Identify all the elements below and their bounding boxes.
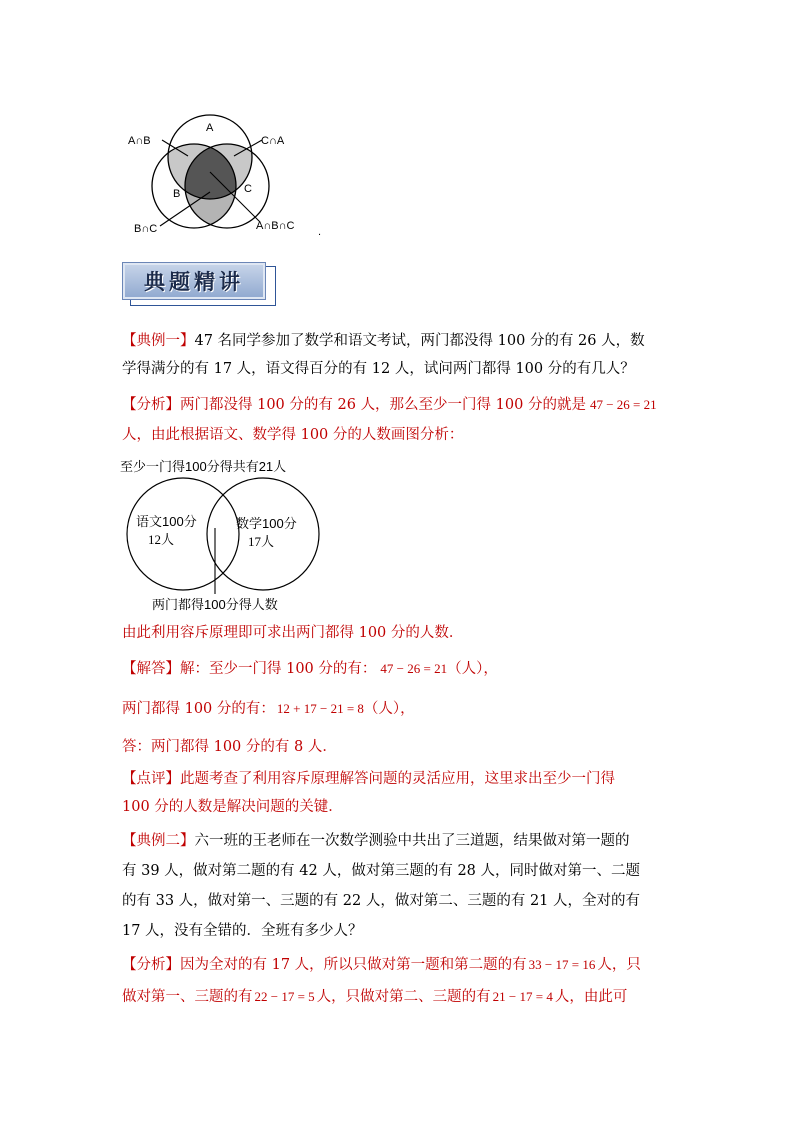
- analysis2-tag: 【分析】: [122, 957, 180, 973]
- banner-title: 典题精讲: [144, 270, 244, 294]
- example2-line3: 的有 33 人，做对第一、三题的有 22 人，做对第二、三题的有 21 人，全对的有: [122, 893, 641, 909]
- analysis2-equation2: 22 − 17 = 5: [254, 989, 315, 1004]
- math-count: 17人: [248, 534, 275, 549]
- answer1-line1: 【解答】解：至少一门得 100 分的有： 47 − 26 = 21（人），: [122, 661, 498, 677]
- answer1-line3: 答：两门都得 100 分的有 8 人．: [122, 739, 337, 755]
- label-b: B: [173, 188, 181, 200]
- label-a-intersect-b-intersect-c: A∩B∩C: [256, 220, 295, 232]
- analysis1-tag: 【分析】: [122, 397, 180, 413]
- chinese-label: 语文100分: [136, 514, 197, 529]
- math-label: 数学100分: [236, 516, 297, 531]
- label-a: A: [206, 122, 214, 134]
- section-banner: [122, 262, 274, 304]
- analysis2-line1: 【分析】因为全对的有 17 人，所以只做对第一题和第二题的有 33 − 17 = 16 人，只: [122, 957, 641, 973]
- analysis2-equation3: 21 − 17 = 4: [492, 989, 553, 1004]
- analysis1-line1: 【分析】两门都没得 100 分的有 26 人，那么至少一门得 100 分的就是 47 − 26 = 21: [122, 397, 657, 413]
- answer1-tag: 【解答】: [122, 661, 180, 677]
- banner-plate: [122, 262, 266, 300]
- answer1-line2: 两门都得 100 分的有： 12 + 17 − 21 = 8（人），: [122, 701, 415, 717]
- comment1-line1: 【点评】此题考查了利用容斥原理解答问题的灵活应用，这里求出至少一门得: [122, 771, 615, 787]
- comment1-line2: 100 分的人数是解决问题的关键．: [122, 799, 343, 815]
- trailing-period: .: [318, 226, 322, 238]
- venn2-caption-top: 至少一门得100分得共有21人: [120, 459, 287, 474]
- label-b-intersect-c: B∩C: [134, 223, 158, 235]
- venn-three-sets-diagram: [120, 100, 330, 240]
- analysis2-line2: 做对第一、三题的有 22 − 17 = 5 人，只做对第二、三题的有 21 − 17 = 4 人，由此可: [122, 989, 628, 1005]
- answer1-equation2: 12 + 17 − 21 = 8: [276, 701, 364, 716]
- example2-tag: 【典例二】: [122, 833, 195, 849]
- example2-line1: 【典例二】六一班的王老师在一次数学测验中共出了三道题，结果做对第一题的: [122, 833, 630, 849]
- label-a-intersect-b: A∩B: [128, 135, 151, 147]
- chinese-count: 12人: [148, 532, 175, 547]
- venn2-caption-bottom: 两门都得100分得人数: [152, 597, 278, 612]
- conclusion1: 由此利用容斥原理即可求出两门都得 100 分的人数．: [122, 625, 464, 641]
- analysis1-equation: 47 − 26 = 21: [589, 397, 657, 412]
- answer1-equation1: 47 − 26 = 21: [380, 661, 448, 676]
- venn-two-sets-diagram: [120, 476, 320, 612]
- example1-line2: 学得满分的有 17 人，语文得百分的有 12 人，试问两门都得 100 分的有几人？: [122, 361, 635, 377]
- example1-tag: 【典例一】: [122, 333, 195, 349]
- label-c: C: [244, 183, 252, 195]
- comment1-tag: 【点评】: [122, 771, 180, 787]
- example2-line4: 17 人，没有全错的．全班有多少人？: [122, 923, 363, 939]
- example2-line2: 有 39 人，做对第二题的有 42 人，做对第三题的有 28 人，同时做对第一、二题: [122, 863, 641, 879]
- example1-line1: 【典例一】47 名同学参加了数学和语文考试，两门都没得 100 分的有 26 人，数: [122, 333, 645, 349]
- analysis1-line2: 人，由此根据语文、数学得 100 分的人数画图分析：: [122, 427, 464, 443]
- label-c-intersect-a: C∩A: [261, 135, 285, 147]
- analysis2-equation1: 33 − 17 = 16: [528, 957, 596, 972]
